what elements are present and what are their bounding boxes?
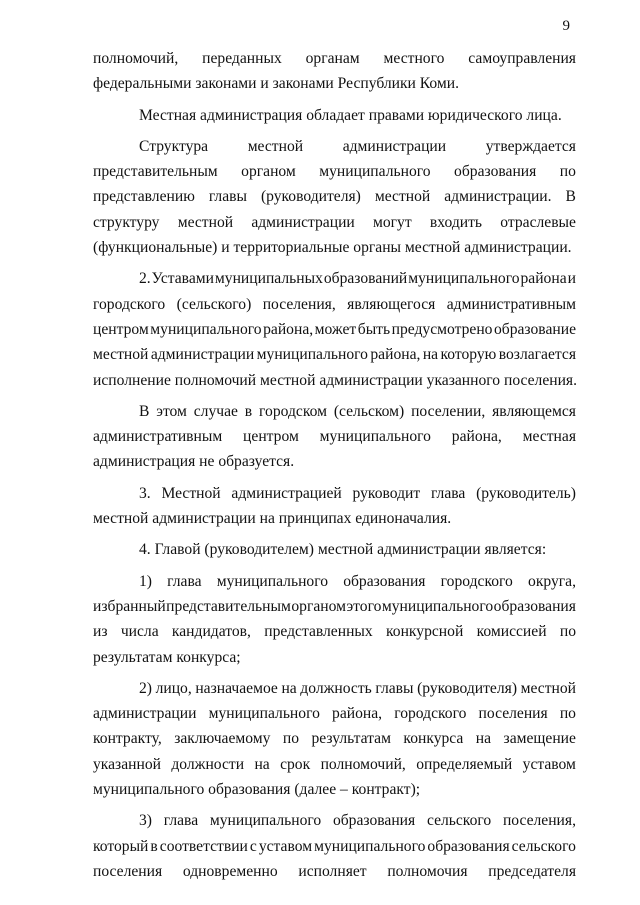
text-line [93,726,576,751]
text-line [93,399,576,424]
page-number: 9 [562,18,570,34]
word: возлагается [498,346,576,364]
word: администрации [150,346,255,364]
text-line [93,701,576,726]
text-line: Местная администрация обладает правами юридического лица. [139,106,562,124]
word: руководит [352,484,421,502]
text-line [93,317,576,342]
word: образование [493,320,576,338]
text-line [93,134,576,159]
word: муниципального [408,270,520,288]
word: администрации [342,137,447,155]
word: на [422,346,439,364]
word: муниципального [319,428,431,446]
word: 2) [139,679,152,697]
word: лицо, [155,679,192,697]
word: кандидатов, [171,623,251,641]
word: из [93,623,108,641]
word: местной [247,137,304,155]
word: представлению [93,188,195,206]
word: района, [332,705,383,723]
text-line [93,594,576,619]
word: поселении, [411,402,486,420]
text-line: 4. Главой (руководителем) местной администрации является: [139,541,547,559]
word: должность [300,679,372,697]
word: органом [291,597,346,615]
text-line: федеральными законами и законами Республики Коми. [93,75,460,93]
word: муниципального [150,320,262,338]
word: и [567,270,576,288]
word: председателя [488,862,576,880]
word: поселения [478,705,548,723]
word: администрацией [231,484,342,502]
word: заключаемому [174,730,271,748]
word: района, [370,346,421,364]
word: в [244,402,253,420]
word: определяемый [416,755,513,773]
word: администрации [251,213,355,231]
word: по [559,163,576,181]
word: муниципального [381,597,494,615]
word: образования [454,163,537,181]
word: должности [171,755,245,773]
word: образования [427,837,510,855]
word: по [282,730,300,748]
word: района [520,270,567,288]
text-line [93,210,576,235]
word: поселения, [502,812,576,830]
word: административным [93,428,223,446]
word: по [559,623,576,641]
word: Местной [161,484,221,502]
text-line [93,342,576,367]
word: предусмотрено [391,320,493,338]
text-line: администрация не образуется. [93,453,295,471]
word: может [314,320,357,338]
word: муниципального [319,163,431,181]
word: Структура [139,137,209,155]
word: числа [120,623,159,641]
word: указанной [93,755,161,773]
word: поселения, [262,295,336,313]
word: (руководителя) [260,188,361,206]
word: срок [280,755,311,773]
word: сельского [426,812,492,830]
word: (руководитель) [476,484,576,502]
word: утверждается [485,137,576,155]
word: быть [357,320,391,338]
text-line [93,424,576,449]
word: образования [493,597,576,615]
word: на [254,755,270,773]
text-line [93,619,576,644]
text-line [93,808,576,833]
word: администрации. [444,188,552,206]
word: района, [263,320,314,338]
word: глава [163,812,199,830]
word: этом [156,402,187,420]
word: местного [383,50,445,67]
word: уставом [258,837,313,855]
word: переданных [202,50,282,67]
word: В [565,188,576,206]
word: результатам [311,730,391,748]
word: местная [522,428,576,446]
text-line: местной администрации на принципах единоначалия. [93,510,452,528]
word: этого [346,597,382,615]
word: на [475,730,492,748]
word: по [559,705,576,723]
word: местной [374,188,431,206]
word: муниципального [256,346,368,364]
word: органам [305,50,360,67]
text-line [93,481,576,506]
word: конкурсной [386,623,464,641]
word: назначаемое [195,679,278,697]
word: (сельском) [333,402,405,420]
text-line [93,859,576,884]
word: городского [440,572,513,590]
word: являющемся [492,402,576,420]
text-line [93,184,576,209]
word: отраслевые [500,213,576,231]
word: глава [167,572,202,590]
word: городского [394,705,467,723]
word: одновременно [182,862,278,880]
word: района, [451,428,502,446]
word: контракту, [93,730,162,748]
word: уставом [522,755,576,773]
word: (сельского) [176,295,252,313]
word: городском [259,402,327,420]
word: случае [193,402,238,420]
word: администрации [93,705,197,723]
word: органом [241,163,296,181]
text-line: результатам конкурса; [93,648,241,666]
word: административным [446,295,576,313]
word: являющегося [347,295,436,313]
word: комиссией [476,623,547,641]
text-line [93,569,576,594]
word: представленных [264,623,373,641]
word: с [249,837,257,855]
word: представительным [93,163,218,181]
word: полномочия [387,862,468,880]
word: полномочий, [320,755,406,773]
word: 3. [139,484,151,502]
text-line [93,834,576,859]
word: образования [343,572,426,590]
word: поселения [93,862,163,880]
word: муниципального [314,837,426,855]
word: образования [332,812,416,830]
word: местной [520,679,576,697]
word: который [93,837,149,855]
word: самоуправления [468,50,576,67]
word: центром [243,428,299,446]
word: местной [177,213,234,231]
word: представительным [166,597,291,615]
word: входить [429,213,483,231]
text-line [93,752,576,777]
text-line [93,266,576,291]
word: 3) [139,812,152,830]
text-line [93,46,576,71]
word: округа, [528,572,576,590]
word: сельского [511,837,576,855]
word: в [150,837,158,855]
text-line [93,292,576,317]
word: образований [323,270,408,288]
word: на [281,679,297,697]
word: (руководителя) [417,679,518,697]
text-line [93,676,576,701]
word: муниципального [209,812,322,830]
word: замещение [503,730,576,748]
word: исполняет [298,862,367,880]
word: 2. [139,270,151,288]
word: муниципальных [214,270,323,288]
word: полномочий, [93,50,179,67]
word: 1) [139,572,152,590]
word: которую [440,346,497,364]
word: городского [93,295,166,313]
text-line: муниципального образования (далее – контракт); [93,781,421,799]
word: главы [375,679,414,697]
word: муниципального [216,572,329,590]
word: центром [93,320,149,338]
word: главы [208,188,247,206]
word: соответствии [159,837,248,855]
word: структуру [93,213,160,231]
word: муниципального [208,705,320,723]
word: могут [373,213,412,231]
document-body [93,46,576,884]
word: избранный [93,597,166,615]
word: Уставами [151,270,214,288]
word: местной [93,346,149,364]
text-line [93,159,576,184]
text-line: исполнение полномочий местной администрации указанного поселения. [93,371,578,389]
word: В [139,402,150,420]
word: конкурса [403,730,464,748]
text-line: (функциональные) и территориальные органы местной администрации. [93,239,572,257]
word: глава [430,484,466,502]
